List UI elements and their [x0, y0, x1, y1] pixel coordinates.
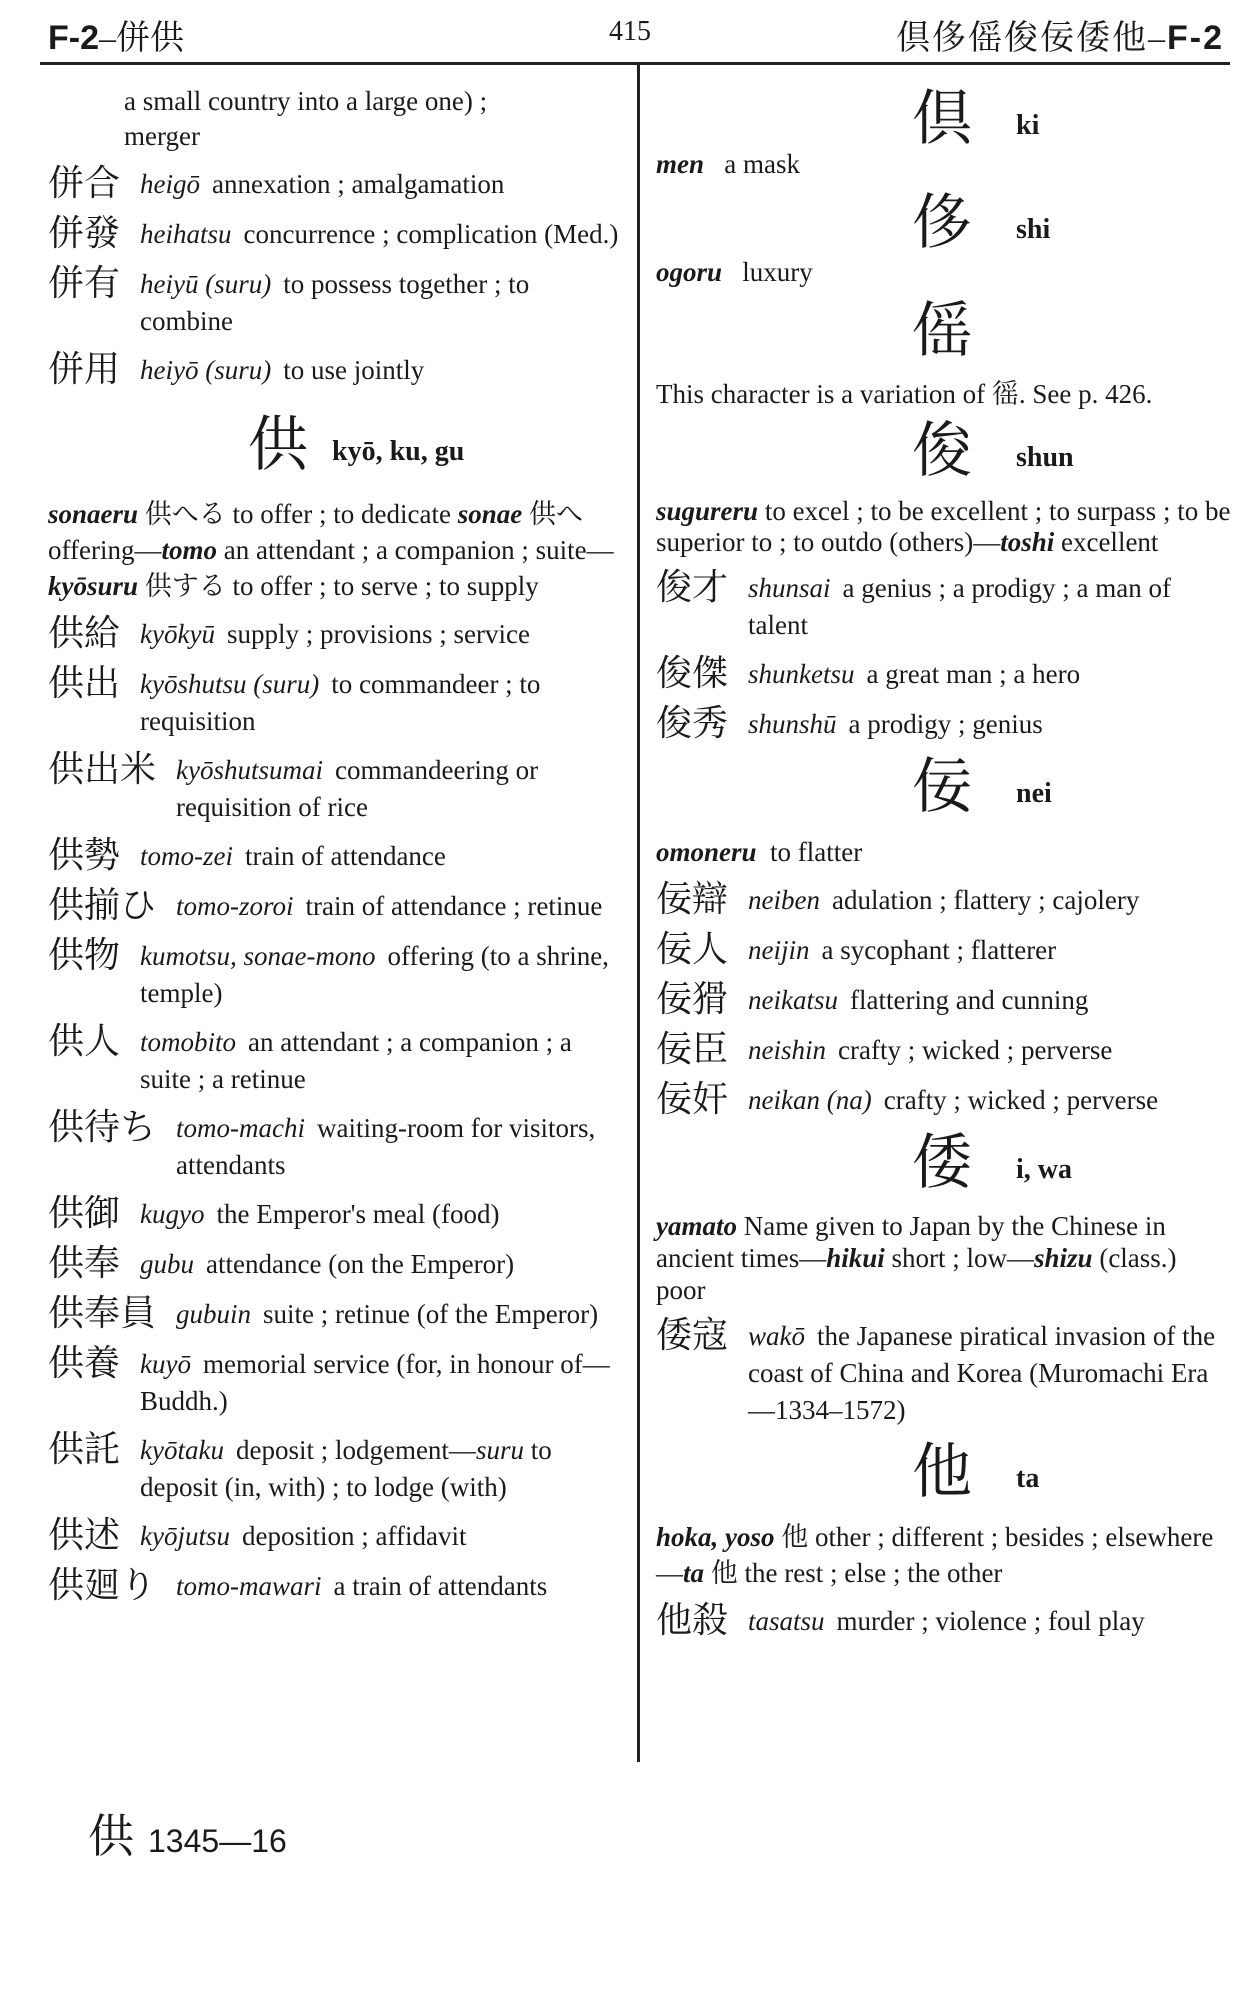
- entry-definition: a great man ; a hero: [866, 659, 1081, 689]
- entry-romaji: kyōtaku: [140, 1435, 224, 1465]
- dictionary-entry: [48, 886, 623, 926]
- entry-kanji: 供託: [48, 1429, 121, 1470]
- page-number: 415: [609, 16, 651, 47]
- header-left: [48, 10, 184, 59]
- header-rule: [40, 62, 1230, 65]
- entry-definition: an attendant ; a companion ; a suite ; a retinue: [140, 1027, 572, 1094]
- header-right-code: F-2: [1167, 19, 1224, 57]
- continuation-text: a small country into a large one) ;: [124, 86, 488, 116]
- entry-kanji: 供奉: [48, 1243, 121, 1284]
- entry-romaji: kyōkyū: [140, 619, 215, 649]
- entry-romaji: neikatsu: [748, 985, 838, 1015]
- dictionary-entry: [656, 930, 1231, 970]
- entry-romaji: kyōshutsu (suru): [140, 669, 320, 699]
- dictionary-entry: [48, 1294, 623, 1334]
- entry-romaji: shunsai: [748, 573, 831, 603]
- entry-definition: to use jointly: [283, 355, 425, 385]
- head-reading: i, wa: [1016, 1154, 1072, 1185]
- entry-definition: to commandeer ; to requisition: [140, 669, 541, 736]
- dictionary-entry: [656, 980, 1231, 1020]
- dictionary-entry: [656, 1601, 1231, 1641]
- entry-definition: flattering and cunning: [850, 985, 1089, 1015]
- entry-romaji: kugyo: [140, 1199, 205, 1229]
- head-kanji: 供: [248, 410, 308, 480]
- head-kanji: 他: [912, 1437, 972, 1507]
- entry-kanji: 佞猾: [656, 979, 729, 1020]
- head-character-block: [656, 84, 1231, 154]
- entry-definition: waiting-room for visitors, attendants: [176, 1113, 596, 1180]
- entry-romaji: kyōjutsu: [140, 1521, 230, 1551]
- head-character-block: [656, 416, 1231, 490]
- entry-kanji: 供廻り: [48, 1565, 157, 1606]
- entry-romaji: gubuin: [176, 1299, 252, 1329]
- head-character-block: [656, 1128, 1231, 1204]
- dictionary-entry: [656, 1080, 1231, 1120]
- head-kanji: 佞: [912, 752, 972, 822]
- entry-kanji: 佞人: [656, 929, 729, 970]
- entry-definition: annexation ; amalgamation: [212, 169, 505, 199]
- dictionary-entry: [48, 264, 623, 340]
- entry-kanji: 供出: [48, 663, 121, 704]
- entry-kanji: 供給: [48, 613, 121, 654]
- column-divider: [637, 62, 640, 1762]
- entry-definition: the Japanese piratical invasion of the coast of China and Korea (Muromachi Era—1334–1572): [748, 1321, 1216, 1425]
- dictionary-entry: [48, 1244, 623, 1284]
- entry-kanji: 倭寇: [656, 1315, 729, 1356]
- entry-kanji: 供勢: [48, 835, 121, 876]
- head-kanji: 俊: [912, 416, 972, 486]
- entry-definition: a train of attendants: [333, 1571, 548, 1601]
- entry-definition: train of attendance ; retinue: [305, 891, 603, 921]
- dictionary-entry: [48, 614, 623, 654]
- entry-definition: to possess together ; to combine: [140, 269, 530, 336]
- head-character-block: [656, 188, 1231, 258]
- entry-romaji: kumotsu, sonae-mono: [140, 941, 376, 971]
- entry-romaji: heiyō (suru): [140, 355, 272, 385]
- dictionary-entry: [656, 568, 1231, 644]
- head-character-block: [656, 296, 1231, 370]
- entry-kanji: 供述: [48, 1515, 121, 1556]
- header-right-kanji: 倶侈傜俊佞倭他–: [896, 20, 1167, 57]
- head-reading: ki: [1016, 110, 1040, 141]
- entry-kanji: 他殺: [656, 1600, 729, 1641]
- dictionary-entry: [656, 654, 1231, 694]
- header-right: [896, 10, 1224, 59]
- entry-definition: concurrence ; complication (Med.): [243, 219, 619, 249]
- entry-definition: memorial service (for, in honour of—Buddh.): [140, 1349, 610, 1416]
- entry-definition: attendance (on the Emperor): [206, 1249, 515, 1279]
- head-definition: omoneru to flatter: [656, 837, 863, 867]
- head-definition: This character is a variation of 徭. See p. 426.: [656, 379, 1153, 409]
- head-definition: hoka, yoso 他 other ; different ; besides ; elsewhere—ta 他 the rest ; else ; the other: [656, 1522, 1214, 1588]
- page-footer: [88, 1800, 287, 1866]
- head-kanji: 倭: [912, 1128, 972, 1198]
- entry-romaji: tasatsu: [748, 1606, 825, 1636]
- head-reading: shi: [1016, 214, 1051, 245]
- head-definition: sonaeru 供へる to offer ; to dedicate sonae 供へ offering—tomo an attendant ; a companion ; suite—kyōsuru 供する to offer ; to serve ; to supply: [48, 499, 614, 601]
- entry-romaji: neishin: [748, 1035, 827, 1065]
- entry-definition: murder ; violence ; foul play: [836, 1606, 1145, 1636]
- entry-romaji: tomo-zei: [140, 841, 233, 871]
- continuation-text: merger: [124, 121, 200, 151]
- dictionary-entry: [48, 1344, 623, 1420]
- dictionary-entry: [48, 1566, 623, 1606]
- entry-kanji: 供御: [48, 1193, 121, 1234]
- entry-kanji: 併用: [48, 349, 121, 390]
- dictionary-entry: [48, 750, 623, 826]
- head-definition: men a mask: [656, 149, 800, 179]
- entry-romaji: kuyō: [140, 1349, 191, 1379]
- entry-romaji: neikan (na): [748, 1085, 872, 1115]
- entry-romaji: tomo-zoroi: [176, 891, 294, 921]
- entry-kanji: 併發: [48, 213, 121, 254]
- entry-kanji: 供物: [48, 935, 121, 976]
- entry-romaji: gubu: [140, 1249, 195, 1279]
- entry-romaji: shunketsu: [748, 659, 855, 689]
- footer-kanji: 供: [88, 1809, 134, 1863]
- dictionary-entry: [48, 664, 623, 740]
- entry-romaji: neiben: [748, 885, 820, 915]
- entry-kanji: 供揃ひ: [48, 885, 157, 926]
- entry-romaji: shunshū: [748, 709, 837, 739]
- entry-kanji: 俊秀: [656, 703, 729, 744]
- entry-kanji: 併有: [48, 263, 121, 304]
- entry-kanji: 俊才: [656, 567, 729, 608]
- entry-romaji: kyōshutsumai: [176, 755, 323, 785]
- entry-kanji: 供待ち: [48, 1107, 157, 1148]
- dictionary-entry: [48, 1022, 623, 1098]
- entry-kanji: 併合: [48, 163, 121, 204]
- entry-kanji: 供出米: [48, 749, 157, 790]
- head-reading: kyō, ku, gu: [332, 436, 465, 467]
- dictionary-entry: [48, 1194, 623, 1234]
- dictionary-entry: [48, 836, 623, 876]
- header-left-kanji: –併供: [99, 20, 184, 57]
- head-reading: nei: [1016, 778, 1052, 809]
- page-header: [0, 0, 1244, 70]
- entry-romaji: tomobito: [140, 1027, 237, 1057]
- entry-romaji: heigō: [140, 169, 201, 199]
- entry-romaji: wakō: [748, 1321, 806, 1351]
- dictionary-entry: [656, 1316, 1231, 1429]
- entry-definition: suite ; retinue (of the Emperor): [263, 1299, 599, 1329]
- entry-romaji: heiyū (suru): [140, 269, 272, 299]
- entry-kanji: 俊傑: [656, 653, 729, 694]
- entry-definition: a sycophant ; flatterer: [821, 935, 1057, 965]
- entry-definition: supply ; provisions ; service: [226, 619, 530, 649]
- head-definition: ogoru luxury: [656, 257, 813, 287]
- dictionary-entry: [48, 1516, 623, 1556]
- dictionary-entry: [48, 1430, 623, 1506]
- entry-definition: a prodigy ; genius: [848, 709, 1043, 739]
- dictionary-entry: [48, 214, 623, 254]
- entry-kanji: 佞奸: [656, 1079, 729, 1120]
- dictionary-entry: [656, 880, 1231, 920]
- dictionary-entry: [48, 1108, 623, 1184]
- entry-definition: a genius ; a prodigy ; a man of talent: [748, 573, 1171, 640]
- entry-definition: commandeering or requisition of rice: [176, 755, 539, 822]
- dictionary-entry: [656, 704, 1231, 744]
- head-reading: shun: [1016, 442, 1074, 473]
- entry-definition: to deposit (in, with) ; to lodge (with): [140, 1435, 552, 1502]
- entry-romaji: tomo-mawari: [176, 1571, 322, 1601]
- head-character-block: [656, 1437, 1231, 1513]
- entry-romaji: tomo-machi: [176, 1113, 305, 1143]
- entry-definition: the Emperor's meal (food): [216, 1199, 500, 1229]
- dictionary-entry: [656, 1030, 1231, 1070]
- entry-kanji: 供養: [48, 1343, 121, 1384]
- head-kanji: 侈: [912, 188, 972, 258]
- dictionary-entry: [48, 350, 623, 390]
- entry-kanji: 佞臣: [656, 1029, 729, 1070]
- head-character-block: [656, 752, 1231, 828]
- entry-definition: deposit ; lodgement—: [235, 1435, 476, 1465]
- entry-definition: crafty ; wicked ; perverse: [838, 1035, 1113, 1065]
- entry-romaji: neijin: [748, 935, 810, 965]
- dictionary-entry: [48, 936, 623, 1012]
- header-left-code: F-2: [48, 19, 99, 57]
- dictionary-entry: [48, 164, 623, 204]
- entry-kanji: 供人: [48, 1021, 121, 1062]
- head-reading: ta: [1016, 1463, 1040, 1494]
- footer-code: 1345—16: [148, 1823, 287, 1859]
- head-kanji: 傜: [912, 296, 972, 366]
- entry-romaji: heihatsu: [140, 219, 232, 249]
- entry-definition: train of attendance: [245, 841, 446, 871]
- left-column: [48, 84, 623, 1606]
- head-kanji: 倶: [912, 84, 972, 154]
- entry-suffix: suru: [475, 1435, 524, 1465]
- head-definition: yamato Name given to Japan by the Chinese in ancient times—hikui short ; low—shizu (class.) poor: [656, 1211, 1177, 1305]
- entry-definition: adulation ; flattery ; cajolery: [832, 885, 1140, 915]
- head-character-block: [48, 402, 623, 490]
- entry-kanji: 佞辯: [656, 879, 729, 920]
- head-definition: sugureru to excel ; to be excellent ; to surpass ; to be superior to ; to outdo (others)—toshi excellent: [656, 496, 1231, 557]
- entry-definition: deposition ; affidavit: [242, 1521, 467, 1551]
- entry-definition: crafty ; wicked ; perverse: [883, 1085, 1159, 1115]
- right-column: [656, 84, 1231, 1641]
- entry-definition: offering (to a shrine, temple): [140, 941, 609, 1008]
- entry-kanji: 供奉員: [48, 1293, 157, 1334]
